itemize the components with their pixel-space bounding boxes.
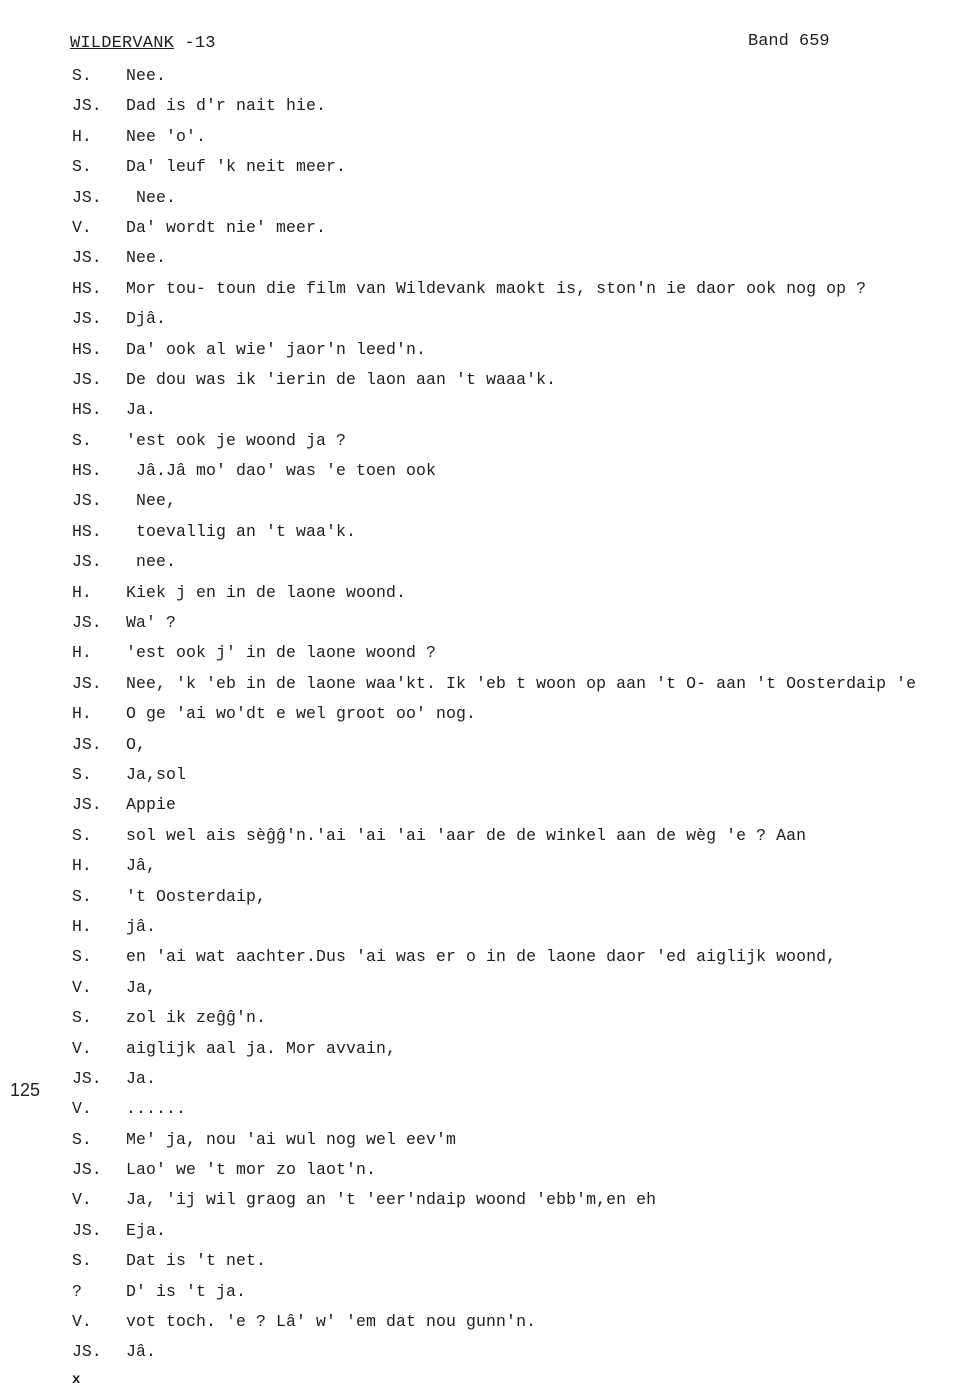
speaker-label: V. <box>72 977 92 997</box>
header-place: WILDERVANK <box>70 34 175 53</box>
page-header-left <box>70 34 216 53</box>
utterance-text: Appie <box>126 795 177 815</box>
transcript-line <box>0 1035 979 1065</box>
utterance-text: De dou was ik 'ierin de laon aan 't waaa'k. <box>126 369 557 389</box>
utterance-text: Nee 'o'. <box>126 126 207 146</box>
utterance-text: 't Oosterdaip, <box>126 886 267 906</box>
transcript-line <box>0 214 979 244</box>
utterance-text: Dat is 't net. <box>126 1251 267 1271</box>
utterance-text: ...... <box>126 1099 187 1119</box>
transcript-line <box>0 791 979 821</box>
transcript-line <box>0 548 979 578</box>
transcript-line <box>0 153 979 183</box>
transcript-line <box>0 1004 979 1034</box>
speaker-label: HS. <box>72 339 102 359</box>
speaker-label: V. <box>72 1038 92 1058</box>
utterance-text: Jâ.Jâ mo' dao' was 'e toen ook <box>136 461 437 481</box>
speaker-label: ? <box>72 1281 82 1301</box>
transcript-line <box>0 1186 979 1216</box>
speaker-label: JS. <box>72 491 102 511</box>
speaker-label: JS. <box>72 673 102 693</box>
speaker-label: S. <box>72 764 92 784</box>
utterance-text: Da' ook al wie' jaor'n leed'n. <box>126 339 427 359</box>
utterance-text: 'est ook je woond ja ? <box>126 430 347 450</box>
utterance-text: 'est ook j' in de laone woond ? <box>126 643 437 663</box>
utterance-text: en 'ai wat aachter.Dus 'ai was er o in de laone daor 'ed aiglijk woond, <box>126 947 837 967</box>
speaker-label: V. <box>72 1099 92 1119</box>
utterance-text: Jâ. <box>126 1342 157 1362</box>
speaker-label: S. <box>72 1129 92 1149</box>
speaker-label: HS. <box>72 521 102 541</box>
speaker-label: S. <box>72 430 92 450</box>
utterance-text: O ge 'ai wo'dt e wel groot oo' nog. <box>126 704 477 724</box>
utterance-text: Djâ. <box>126 309 167 329</box>
margin-line-number: 125 <box>10 1080 41 1100</box>
transcript-line <box>0 487 979 517</box>
speaker-label: H. <box>72 856 92 876</box>
transcript-line <box>0 700 979 730</box>
speaker-label: JS. <box>72 1342 102 1362</box>
speaker-label: JS. <box>72 96 102 116</box>
transcript-line <box>0 518 979 548</box>
transcript-line <box>0 366 979 396</box>
speaker-label: JS. <box>72 187 102 207</box>
utterance-text: sol wel ais sèĝĝ'n.'ai 'ai 'ai 'aar de de winkel aan de wèg 'e ? Aan <box>126 825 807 845</box>
speaker-label: HS. <box>72 400 102 420</box>
transcript-line <box>0 1247 979 1277</box>
speaker-label: HS. <box>72 461 102 481</box>
utterance-text: O, <box>126 734 147 754</box>
header-band: Band 659 <box>748 32 830 51</box>
transcript-line <box>0 609 979 639</box>
transcript-line <box>0 579 979 609</box>
transcript-line <box>0 123 979 153</box>
speaker-label: S. <box>72 825 92 845</box>
transcript-line <box>0 1065 979 1095</box>
utterance-text: Nee. <box>136 187 177 207</box>
transcript-line <box>0 1338 979 1368</box>
speaker-label: JS. <box>72 1220 102 1240</box>
utterance-text: aiglijk aal ja. Mor avvain, <box>126 1038 397 1058</box>
speaker-label: S. <box>72 1008 92 1028</box>
utterance-text: Da' wordt nie' meer. <box>126 217 327 237</box>
transcript-lines <box>0 62 979 1369</box>
transcript-line <box>0 305 979 335</box>
utterance-text: Lao' we 't mor zo laot'n. <box>126 1160 377 1180</box>
transcript-line <box>0 336 979 366</box>
speaker-label: S. <box>72 157 92 177</box>
speaker-label: JS. <box>72 613 102 633</box>
speaker-label: JS. <box>72 552 102 572</box>
speaker-label: V. <box>72 1312 92 1332</box>
utterance-text: Ja. <box>126 400 157 420</box>
utterance-text: Nee. <box>126 248 167 268</box>
transcript-line <box>0 1095 979 1125</box>
transcript-line <box>0 1278 979 1308</box>
transcript-line <box>0 761 979 791</box>
speaker-label: S. <box>72 947 92 967</box>
transcript-line <box>0 974 979 1004</box>
transcript-line <box>0 883 979 913</box>
speaker-label: S. <box>72 1251 92 1271</box>
utterance-text: Da' leuf 'k neit meer. <box>126 157 347 177</box>
speaker-label: JS. <box>72 1068 102 1088</box>
speaker-label: H. <box>72 916 92 936</box>
speaker-label: JS. <box>72 248 102 268</box>
transcript-line <box>0 184 979 214</box>
header-page-number: -13 <box>174 34 216 53</box>
transcript-line <box>0 1156 979 1186</box>
speaker-label: H. <box>72 704 92 724</box>
utterance-text: Ja, 'ij wil graog an 't 'eer'ndaip woond 'ebb'm,en eh <box>126 1190 657 1210</box>
transcript-line <box>0 822 979 852</box>
utterance-text: Nee, 'k 'eb in de laone waa'kt. Ik 'eb t woon op aan 't O- aan 't Oosterdaip 'e <box>126 673 917 693</box>
transcript-line <box>0 913 979 943</box>
transcript-line <box>0 92 979 122</box>
utterance-text: Dad is d'r nait hie. <box>126 96 327 116</box>
transcript-line <box>0 852 979 882</box>
utterance-text: Ja, <box>126 977 157 997</box>
utterance-text: toevallig an 't waa'k. <box>136 521 357 541</box>
utterance-text: Eja. <box>126 1220 167 1240</box>
utterance-text: Mor tou- toun die film van Wildevank maokt is, ston'n ie daor ook nog op ? <box>126 278 867 298</box>
speaker-label: V. <box>72 1190 92 1210</box>
utterance-text: D' is 't ja. <box>126 1281 247 1301</box>
transcript-line <box>0 1217 979 1247</box>
speaker-label: JS. <box>72 795 102 815</box>
utterance-text: Ja,sol <box>126 764 187 784</box>
utterance-text: Me' ja, nou 'ai wul nog wel eev'm <box>126 1129 457 1149</box>
speaker-label: S. <box>72 66 92 85</box>
transcript-line <box>0 731 979 761</box>
utterance-text: vot toch. 'e ? Lâ' w' 'em dat nou gunn'n. <box>126 1312 537 1332</box>
footer-mark: x <box>72 1372 81 1388</box>
speaker-label: V. <box>72 217 92 237</box>
speaker-label: H. <box>72 643 92 663</box>
speaker-label: S. <box>72 886 92 906</box>
transcript-line <box>0 275 979 305</box>
speaker-label: H. <box>72 582 92 602</box>
speaker-label: JS. <box>72 309 102 329</box>
transcript-line <box>0 639 979 669</box>
speaker-label: JS. <box>72 734 102 754</box>
transcript-line <box>0 62 979 92</box>
transcript-line <box>0 457 979 487</box>
utterance-text: nee. <box>136 552 177 572</box>
utterance-text: Ja. <box>126 1068 157 1088</box>
speaker-label: HS. <box>72 278 102 298</box>
speaker-label: JS. <box>72 1160 102 1180</box>
speaker-label: H. <box>72 126 92 146</box>
transcript-line <box>0 1126 979 1156</box>
transcript-line <box>0 396 979 426</box>
speaker-label: JS. <box>72 369 102 389</box>
utterance-text: Nee, <box>136 491 177 511</box>
utterance-text: Nee. <box>126 66 167 85</box>
utterance-text: Wa' ? <box>126 613 177 633</box>
utterance-text: jâ. <box>126 916 157 936</box>
utterance-text: zol ik zeĝĝ'n. <box>126 1008 267 1028</box>
transcript-line <box>0 427 979 457</box>
transcript-line <box>0 943 979 973</box>
utterance-text: Jâ, <box>126 856 157 876</box>
utterance-text: Kiek j en in de laone woond. <box>126 582 407 602</box>
transcript-line <box>0 670 979 700</box>
transcript-line <box>0 244 979 274</box>
transcript-line <box>0 1308 979 1338</box>
